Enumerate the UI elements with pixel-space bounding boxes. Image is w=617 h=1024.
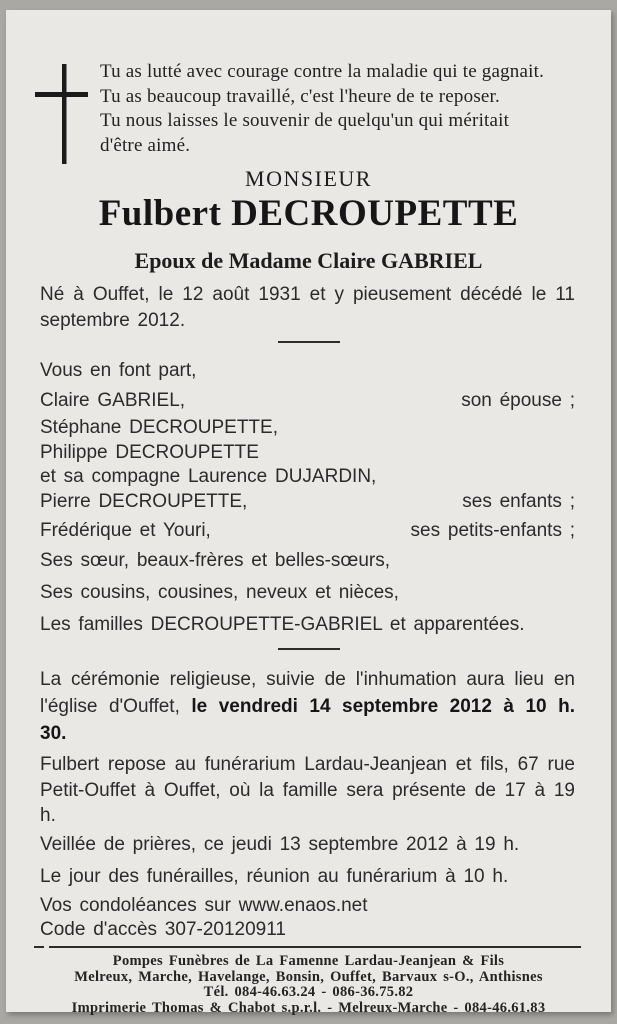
printer-credit: Imprimerie Thomas & Chabot s.p.r.l. - Melreux-Marche - 084-46.61.83 (71, 999, 546, 1016)
civility-title: MONSIEUR (245, 166, 372, 191)
child-name: Pierre DECROUPETTE, (40, 490, 248, 512)
funeral-home-name: Pompes Funèbres de La Famenne Lardau-Jeanjean & Fils (112, 953, 505, 969)
footer-divider-line (49, 946, 581, 948)
children-relation: ses enfants ; (462, 490, 575, 512)
footer-divider (34, 946, 581, 948)
epitaph-line: Tu as beaucoup travaillé, c'est l'heure de te reposer. (100, 85, 500, 107)
wife-row (40, 388, 575, 414)
ceremony-text (40, 666, 575, 747)
repose-text: Fulbert repose au funérarium Lardau-Jeanjean et fils, 67 rue Petit-Ouffet à Ouffet, où la famille sera présente de 17 à 19 h. (40, 754, 575, 826)
birth-death-text: Né à Ouffet, le 12 août 1931 et y pieusement décédé le 11 septembre 2012. (40, 284, 575, 331)
memorial-card (6, 10, 611, 1016)
child-name: Philippe DECROUPETTE (40, 441, 259, 463)
footer-divider-dash (34, 946, 44, 948)
ceremony-text-regular: La cérémonie religieuse, suivie de l'inhumation aura lieu en l'église d'Ouffet, (40, 669, 575, 717)
condolences-website-line: Vos condoléances sur www.enaos.net (40, 895, 368, 916)
section-divider (278, 341, 340, 343)
relatives-line: Les familles DECROUPETTE-GABRIEL et apparentées. (40, 614, 525, 635)
children-block (40, 416, 575, 514)
grandchildren-relation: ses petits-enfants ; (410, 520, 575, 541)
ceremony-date-bold: le vendredi 14 septembre 2012 à 10 h. 30. (40, 696, 575, 744)
deceased-name: Fulbert DECROUPETTE (98, 193, 519, 234)
condolences-access-code: Code d'accès 307-20120911 (40, 919, 286, 940)
wife-relation: son épouse ; (461, 390, 575, 411)
epitaph-line: Tu nous laisses le souvenir de quelqu'un qui méritait (100, 110, 510, 131)
section-divider (278, 648, 340, 650)
epitaph (100, 60, 583, 158)
funeral-home-locations: Melreux, Marche, Havelange, Bonsin, Ouffet, Barvaux s-O., Anthisnes (74, 968, 543, 985)
relatives-line: Ses sœur, beaux-frères et belles-sœurs, (40, 550, 390, 571)
cross-icon (26, 54, 88, 164)
epitaph-line: Tu as lutté avec courage contre la maladie qui te gagnait. (100, 61, 545, 82)
announcement-intro: Vous en font part, (40, 360, 197, 381)
child-name: et sa compagne Laurence DUJARDIN, (40, 466, 377, 487)
child-row (40, 490, 575, 515)
condolences-block (40, 894, 575, 942)
spouse-of-line: Epoux de Madame Claire GABRIEL (134, 248, 483, 273)
funeral-day-text: Le jour des funérailles, réunion au funérarium à 10 h. (40, 866, 509, 887)
funeral-home-phones: Tél. 084-46.63.24 - 086-36.75.82 (203, 984, 414, 1000)
grandchildren-names: Frédérique et Youri, (40, 520, 211, 541)
child-name: Stéphane DECROUPETTE, (40, 417, 278, 438)
relatives-line: Ses cousins, cousines, neveux et nièces, (40, 582, 399, 603)
funeral-home-footer (6, 954, 611, 1016)
vigil-text: Veillée de prières, ce jeudi 13 septembre 2012 à 19 h. (40, 834, 520, 855)
epitaph-line: d'être aimé. (100, 134, 191, 156)
grandchildren-row (40, 518, 575, 544)
wife-name: Claire GABRIEL, (40, 390, 186, 411)
